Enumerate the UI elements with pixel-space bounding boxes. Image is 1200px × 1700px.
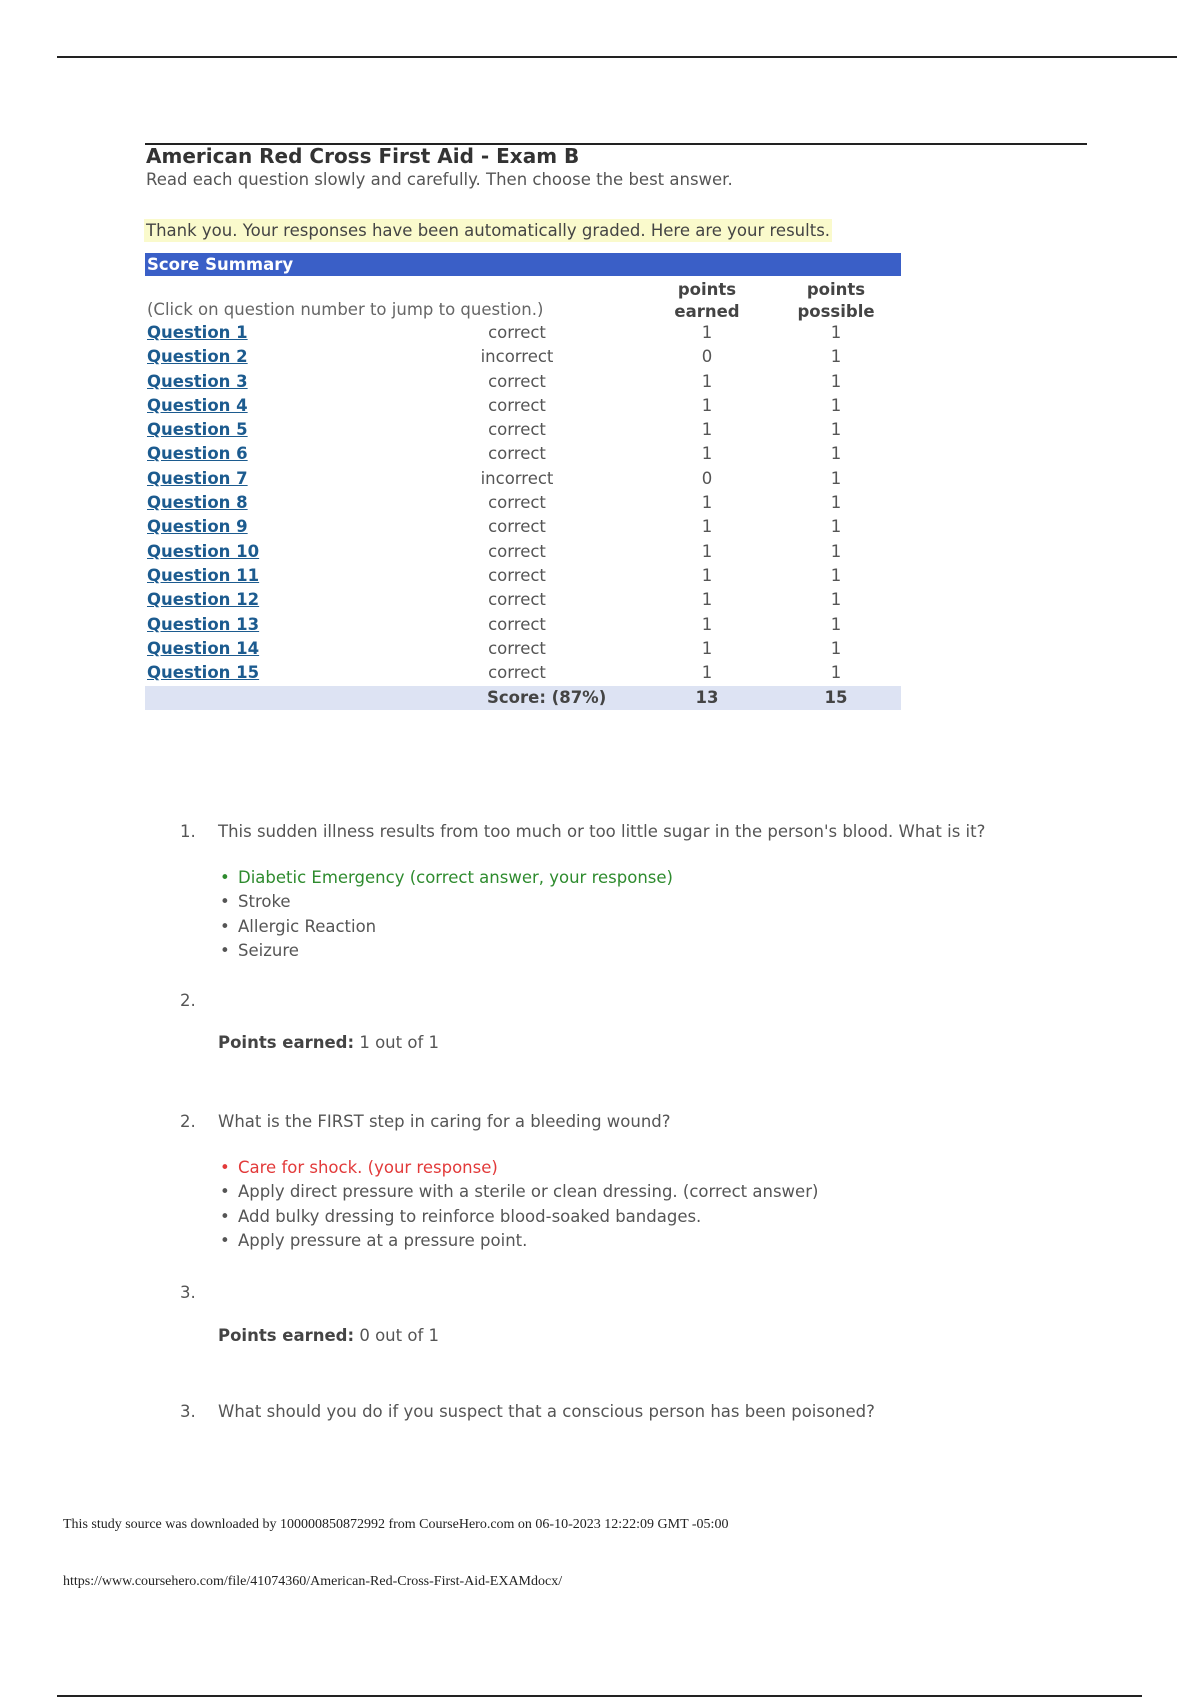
table-row [145, 322, 901, 346]
possible-cell: 1 [830, 517, 842, 537]
question-text: What is the FIRST step in caring for a bleeding wound? [218, 1112, 671, 1131]
page-bottom-rule [57, 1695, 1142, 1697]
points-value: 1 out of 1 [354, 1033, 439, 1052]
status-cell: correct [488, 420, 546, 440]
possible-cell: 1 [830, 541, 842, 561]
earned-cell: 1 [701, 371, 713, 391]
points-earned [218, 1033, 439, 1052]
answer-list [218, 868, 673, 965]
status-cell: correct [488, 663, 546, 683]
question-number: 2. [180, 1112, 196, 1131]
table-row [145, 614, 901, 638]
question-text: What should you do if you suspect that a conscious person has been poisoned? [218, 1402, 875, 1421]
table-row [145, 492, 901, 516]
points-number: 2. [180, 991, 196, 1010]
earned-cell: 1 [701, 663, 713, 683]
status-cell: correct [488, 565, 546, 585]
answer-option: • Apply direct pressure with a sterile or clean dressing. (correct answer) [218, 1182, 818, 1206]
status-cell: correct [488, 614, 546, 634]
score-summary [145, 253, 901, 710]
earned-cell: 1 [701, 517, 713, 537]
possible-cell: 1 [830, 420, 842, 440]
answer-option: • Apply pressure at a pressure point. [218, 1231, 818, 1255]
possible-cell: 1 [830, 565, 842, 585]
points-possible-header: points possible [797, 280, 875, 321]
graded-notice: Thank you. Your responses have been automatically graded. Here are your results. [146, 221, 831, 240]
possible-cell: 1 [830, 614, 842, 634]
table-row [145, 371, 901, 395]
score-summary-header [145, 276, 901, 322]
table-row [145, 541, 901, 565]
table-row [145, 589, 901, 613]
question-link[interactable]: Question 4 [147, 395, 248, 415]
table-row [145, 516, 901, 540]
possible-cell: 1 [830, 638, 842, 658]
question-link[interactable]: Question 1 [147, 323, 248, 342]
earned-cell: 1 [701, 638, 713, 658]
question-link[interactable]: Question 3 [147, 371, 248, 391]
exam-title: American Red Cross First Aid - Exam B [146, 144, 580, 168]
question-link[interactable]: Question 8 [147, 493, 248, 513]
status-cell: correct [488, 444, 546, 464]
possible-cell: 1 [830, 468, 842, 488]
table-row [145, 638, 901, 662]
source-url[interactable]: https://www.coursehero.com/file/41074360/American-Red-Cross-First-Aid-EXAMdocx/ [63, 1574, 563, 1589]
exam-subtitle: Read each question slowly and carefully. Then choose the best answer. [146, 170, 733, 189]
question-link[interactable]: Question 14 [147, 638, 260, 658]
possible-cell: 1 [830, 323, 842, 342]
status-cell: correct [488, 517, 546, 537]
answer-option: • Care for shock. (your response) [218, 1158, 818, 1182]
table-row [145, 565, 901, 589]
score-earned: 13 [695, 688, 719, 708]
question-link[interactable]: Question 13 [147, 614, 260, 634]
status-cell: correct [488, 323, 546, 342]
score-summary-heading: Score Summary [145, 253, 901, 276]
points-number: 3. [180, 1283, 196, 1302]
status-cell: correct [488, 395, 546, 415]
points-earned [218, 1326, 439, 1345]
status-cell: correct [488, 590, 546, 610]
earned-cell: 1 [701, 541, 713, 561]
question-link[interactable]: Question 5 [147, 420, 248, 440]
score-total-row [145, 686, 901, 710]
earned-cell: 1 [701, 420, 713, 440]
answer-option: • Seizure [218, 941, 673, 965]
question-text: This sudden illness results from too much or too little sugar in the person's blood. What is it? [218, 822, 986, 841]
question-link[interactable]: Question 10 [147, 541, 260, 561]
status-cell: incorrect [480, 468, 554, 488]
table-row [145, 468, 901, 492]
table-row [145, 346, 901, 370]
question-link[interactable]: Question 6 [147, 444, 248, 464]
earned-cell: 1 [701, 565, 713, 585]
question-link[interactable]: Question 11 [147, 565, 260, 585]
table-row [145, 443, 901, 467]
possible-cell: 1 [830, 347, 842, 367]
possible-cell: 1 [830, 371, 842, 391]
question-link[interactable]: Question 7 [147, 468, 248, 488]
question-link[interactable]: Question 2 [147, 347, 248, 367]
points-earned-header: points earned [674, 280, 740, 321]
possible-cell: 1 [830, 493, 842, 513]
status-cell: correct [488, 638, 546, 658]
status-cell: correct [488, 371, 546, 391]
points-value: 0 out of 1 [354, 1326, 439, 1345]
answer-list [218, 1158, 818, 1255]
answer-option: • Allergic Reaction [218, 917, 673, 941]
answer-option: • Diabetic Emergency (correct answer, your response) [218, 868, 673, 892]
answer-option: • Add bulky dressing to reinforce blood-soaked bandages. [218, 1207, 818, 1231]
possible-cell: 1 [830, 663, 842, 683]
question-number: 1. [180, 822, 196, 841]
status-cell: incorrect [480, 347, 554, 367]
status-cell: correct [488, 493, 546, 513]
question-number: 3. [180, 1402, 196, 1421]
table-row [145, 395, 901, 419]
earned-cell: 1 [701, 590, 713, 610]
earned-cell: 0 [701, 468, 713, 488]
score-possible: 15 [824, 688, 848, 708]
answer-option: • Stroke [218, 892, 673, 916]
page-top-rule [57, 56, 1177, 58]
earned-cell: 1 [701, 614, 713, 634]
status-cell: correct [488, 541, 546, 561]
possible-cell: 1 [830, 395, 842, 415]
jump-hint: (Click on question number to jump to question.) [147, 300, 544, 319]
download-notice: This study source was downloaded by 100000850872992 from CourseHero.com on 06-10-2023 12:22:09 GMT -05:00 [63, 1517, 729, 1532]
earned-cell: 1 [701, 323, 713, 342]
earned-cell: 1 [701, 493, 713, 513]
earned-cell: 1 [701, 444, 713, 464]
earned-cell: 1 [701, 395, 713, 415]
table-row [145, 419, 901, 443]
possible-cell: 1 [830, 590, 842, 610]
points-label: Points earned: [218, 1326, 355, 1345]
possible-cell: 1 [830, 444, 842, 464]
question-link[interactable]: Question 9 [147, 517, 248, 537]
score-label: Score: (87%) [487, 688, 607, 708]
question-link[interactable]: Question 12 [147, 590, 260, 610]
table-row [145, 662, 901, 686]
earned-cell: 0 [701, 347, 713, 367]
points-label: Points earned: [218, 1033, 355, 1052]
question-link[interactable]: Question 15 [147, 663, 260, 683]
